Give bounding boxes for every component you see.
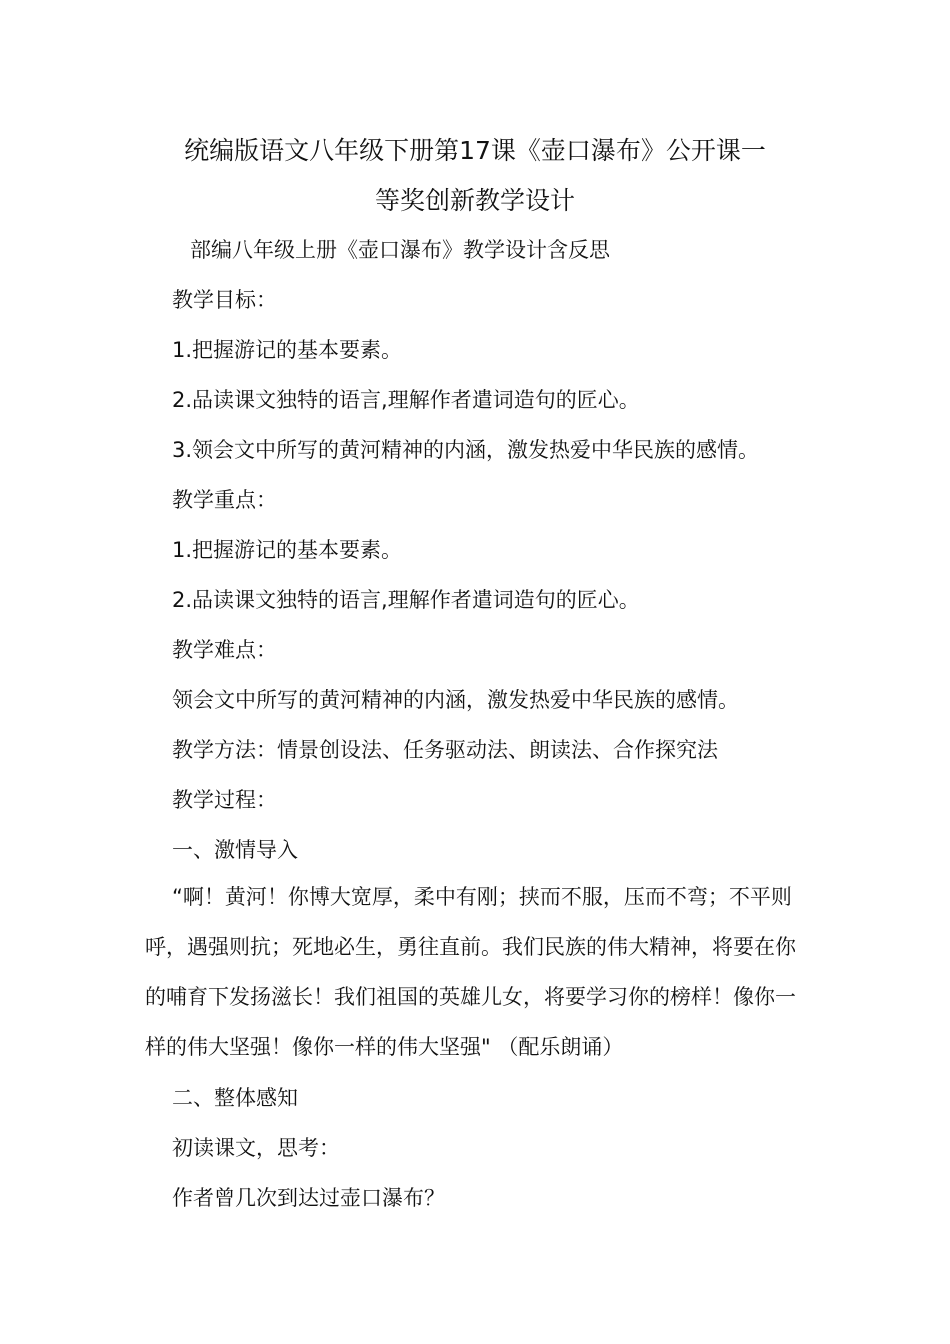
difficulty-item: 领会文中所写的黄河精神的内涵，激发热爱中华民族的感情。 [172,688,739,712]
teaching-methods: 教学方法：情景创设法、任务驱动法、朗读法、合作探究法 [172,738,718,762]
goal-item-1: 1.把握游记的基本要素。 [172,338,403,362]
section-heading-1: 一、激情导入 [172,838,298,862]
question-item: 作者曾几次到达过壶口瀑布？ [172,1186,445,1210]
section-heading-2: 二、整体感知 [172,1086,298,1110]
document-title-line-1: 统编版语文八年级下册第17课《壶口瀑布》公开课一 [184,136,766,165]
heading-teaching-process: 教学过程： [172,788,277,812]
quote-paragraph: “啊！黄河！你博大宽厚，柔中有刚；挟而不服，压而不弯；不平则呼，遇强则抗；死地必生，勇往直前。我们民族的伟大精神，将要在你的哺育下发扬滋长！我们祖国的英雄儿女，将要学习你的榜样！像你一样的伟大坚强！像你一样的伟大坚强" （配乐朗诵） [145,885,796,1059]
document-title-line-2: 等奖创新教学设计 [374,186,575,215]
heading-difficulties: 教学难点： [172,638,277,662]
heading-key-points: 教学重点： [172,488,277,512]
key-point-item-1: 1.把握游记的基本要素。 [172,538,403,562]
goal-item-2: 2.品读课文独特的语言,理解作者遣词造句的匠心。 [172,388,640,412]
document-subtitle: 部编八年级上册《壶口瀑布》教学设计含反思 [190,238,610,262]
reading-prompt: 初读课文，思考： [172,1136,340,1160]
key-point-item-2: 2.品读课文独特的语言,理解作者遣词造句的匠心。 [172,588,640,612]
goal-item-3: 3.领会文中所写的黄河精神的内涵，激发热爱中华民族的感情。 [172,438,760,462]
heading-teaching-goals: 教学目标： [172,288,277,312]
